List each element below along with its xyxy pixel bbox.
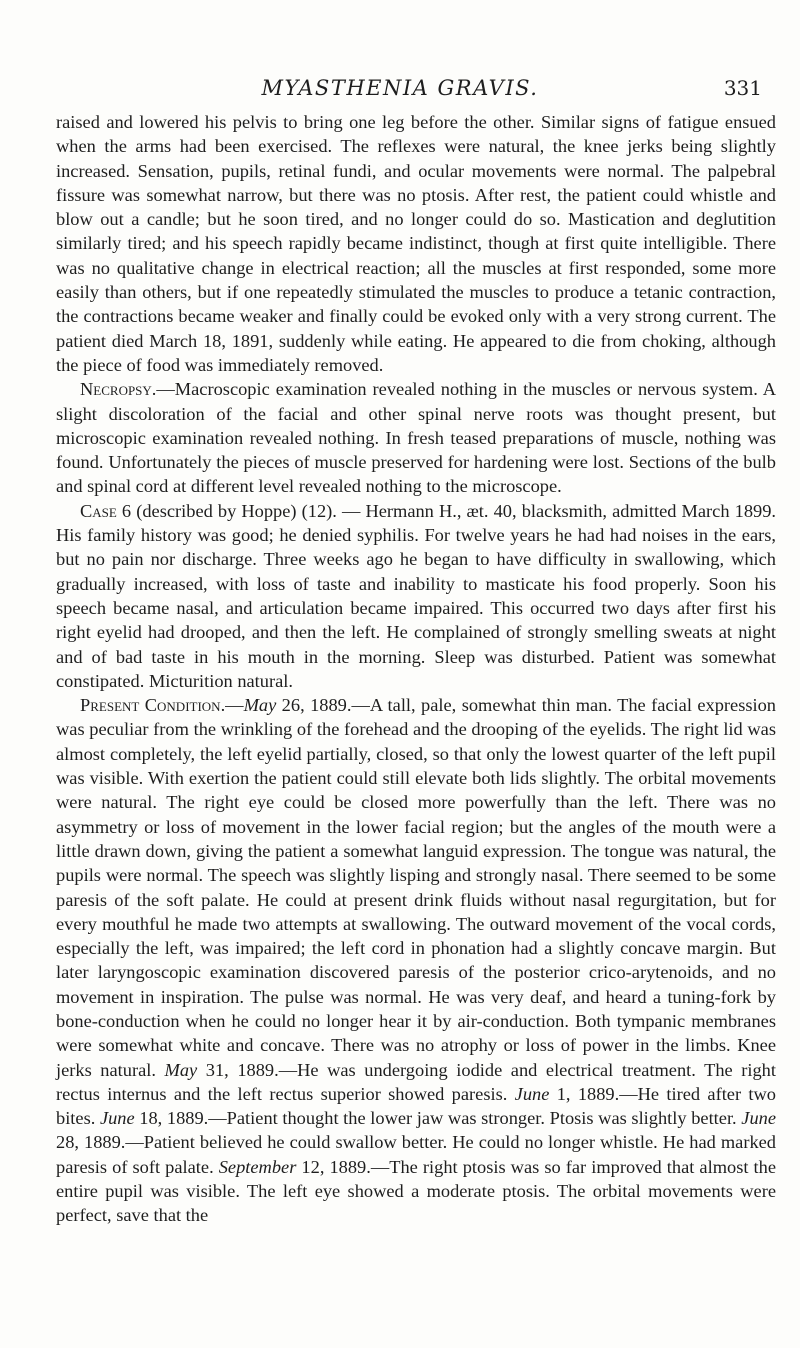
date-month: June <box>741 1108 776 1129</box>
page-number: 331 <box>723 76 762 100</box>
text-run: 18, 1889.—Patient thought the lower jaw was stronger. Ptosis was slightly better. <box>134 1108 742 1129</box>
section-heading: Present Condition. <box>80 695 226 716</box>
body-text <box>56 110 776 1228</box>
text-run: 26, 1889.—A tall, pale, somewhat thin man. The facial expression was peculiar from the wrinkling of the forehead and the drooping of the eyelids. The right lid was almost completely, the left eyelid partially, closed, so that only the lowest quarter of the left pupil was visible. With exertion the patient could still elevate both lids slightly. The orbital movements were natural. The right eye could be closed more powerfully than the left. There was no asymmetry or loss of movement in the lower facial region; but the angles of the mouth were a little drawn down, giving the patient a somewhat languid expression. The tongue was natural, the pupils were normal. The speech was slightly lisping and strongly nasal. There seemed to be some paresis of the soft palate. He could at present drink fluids without nasal regurgitation, but for every mouthful he made two attempts at swallowing. The outward movement of the vocal cords, especially the left, was impaired; the left cord in phonation had a slightly concave margin. But later laryngoscopic examination discovered paresis of the posterior crico-arytenoids, and no movement in inspiration. The pulse was normal. He was very deaf, and heard a tuning-fork by bone-conduction when he could no longer hear it by air-conduction. Both tympanic membranes were somewhat white and concave. There was no atrophy or loss of power in the limbs. Knee jerks natural. <box>56 695 777 1080</box>
running-title: MYASTHENIA GRAVIS. <box>261 76 539 100</box>
date-month: June <box>99 1108 135 1129</box>
date-month: June <box>514 1083 550 1104</box>
text-run: 1, 1889.—He tired after two bites. <box>56 1083 777 1129</box>
text-run: 28, 1889.—Patient believed he could swallow better. He could no longer whistle. He had marked paresis of soft palate. <box>56 1132 776 1177</box>
date-month: May <box>164 1059 198 1080</box>
paragraph-case-6 <box>56 499 776 693</box>
text-run: 12, 1889.—The right ptosis was so far improved that almost the entire pupil was visible. The left eye showed a moderate ptosis. The orbital movements were perfect, save that the <box>56 1156 776 1226</box>
paragraph-continuation <box>56 110 776 377</box>
date-month: September <box>218 1156 297 1177</box>
section-heading: Necropsy. <box>80 379 157 400</box>
section-heading: Case 6 <box>80 500 132 521</box>
paragraph-text: —Macroscopic examination revealed nothing in the muscles or nervous system. A slight discoloration of the facial and other spinal nerve roots was thought present, but microscopic examination revealed nothing. In fresh teased preparations of muscle, nothing was found. Unfortunately the pieces of muscle preserved for hardening were lost. Sections of the bulb and spinal cord at different level revealed nothing to the microscope. <box>56 379 776 497</box>
paragraph-present-condition <box>56 693 776 1228</box>
paragraph-necropsy <box>56 377 776 498</box>
text-run: 31, 1889.—He was undergoing iodide and electrical treatment. The right rectus internus and the left rectus superior showed paresis. <box>56 1059 776 1104</box>
paragraph-text: raised and lowered his pelvis to bring one leg before the other. Similar signs of fatigue ensued when the arms had been exercised. The reflexes were natural, the knee jerks being slightly increased. Sensation, pupils, retinal fundi, and ocular movements were normal. The palpebral fissure was somewhat narrow, but there was no ptosis. After rest, the patient could whistle and blow out a candle; but he soon tired, and no longer could do so. Mastication and deglutition similarly tired; and his speech rapidly became indistinct, though at first quite intelligible. There was no qualitative change in electrical reaction; all the muscles at first responded, some more easily than others, but if one repeatedly stimulated the muscles to produce a tetanic contraction, the contractions became weaker and finally could be evoked only with a very strong current. The patient died March 18, 1891, suddenly while eating. He appeared to die from choking, although the piece of food was immediately removed. <box>56 112 776 375</box>
date-month: May <box>243 695 277 716</box>
paragraph-text: (described by Hoppe) (12). — Hermann H., æt. 40, blacksmith, admitted March 1899. His family history was good; he denied syphilis. For twelve years he had had noises in the ears, but no pain nor discharge. Three weeks ago he began to have difficulty in swallowing, which gradually increased, with loss of taste and inability to masticate his food properly. Soon his speech became nasal, and articulation became impaired. This occurred two days after first his right eyelid had drooped, and then the left. He complained of strongly smelling sweats at night and of bad taste in his mouth in the morning. Sleep was disturbed. Patient was somewhat constipated. Micturition natural. <box>56 500 777 691</box>
text-run: — <box>225 695 244 716</box>
page-header <box>0 76 800 106</box>
